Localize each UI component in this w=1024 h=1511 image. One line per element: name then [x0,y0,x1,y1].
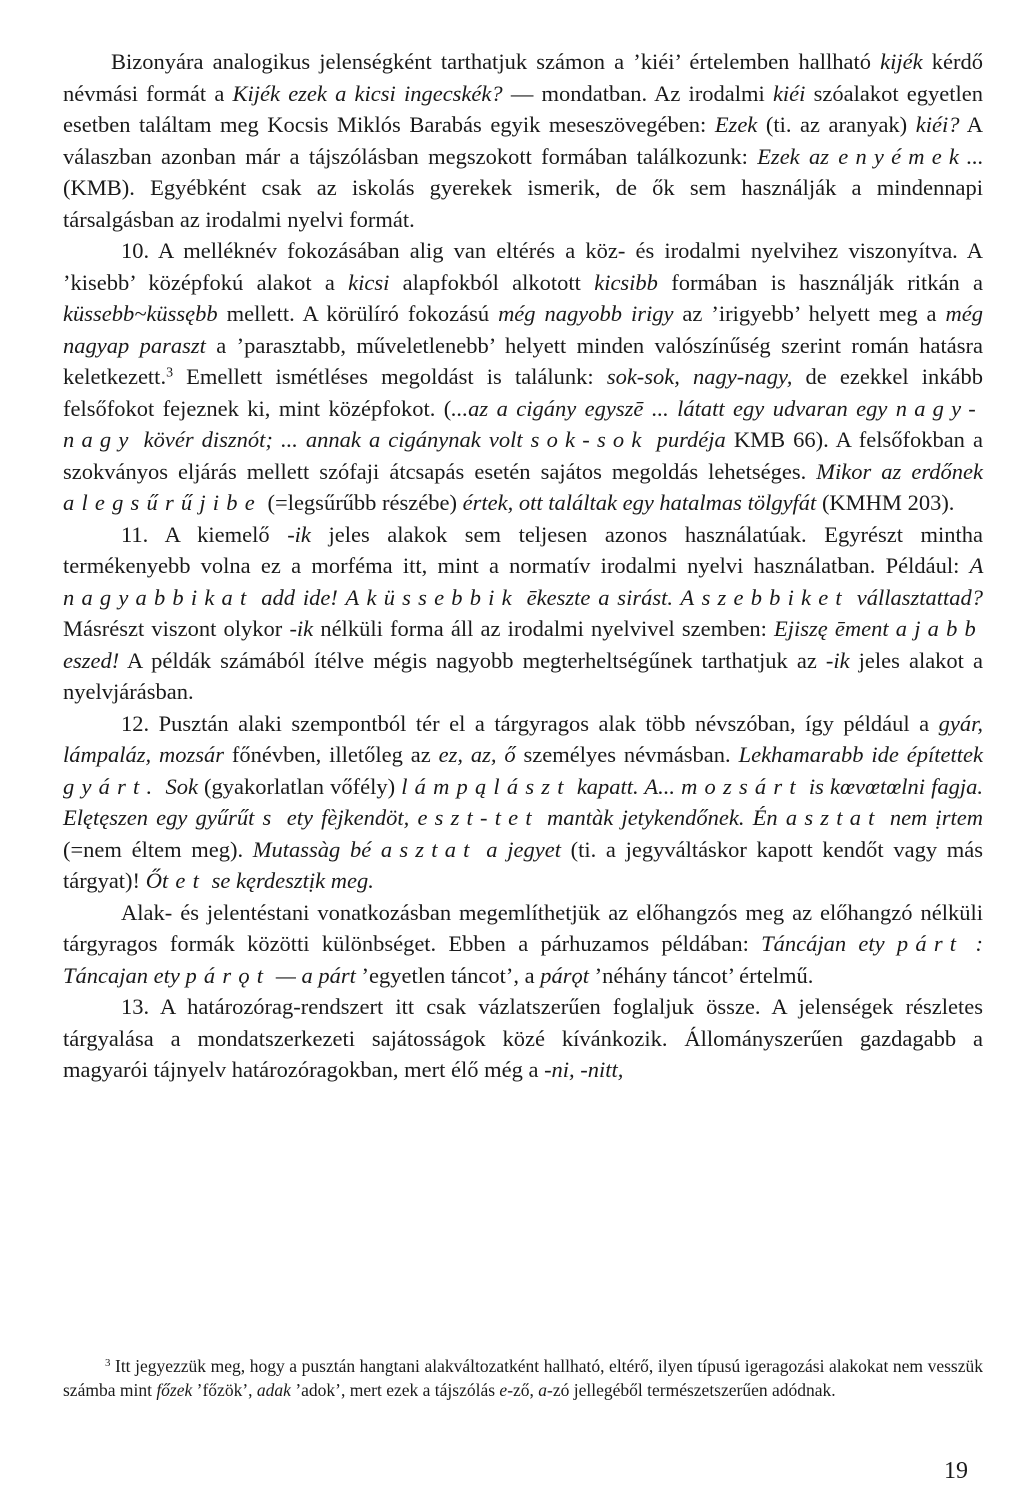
spaced-example-text: gyárt. [63,773,160,799]
text-run: ’néhány táncot’ értelmű. [588,962,814,988]
text-run: szóalakot egyetlen esetben találtam meg Kocsis Miklós Barabás egyik meseszövegében: [63,80,983,137]
text-run: alapfokból alkotott [389,269,595,295]
italic-text: -ik [287,521,311,547]
italic-text: -ik [289,616,314,641]
italic-text: kijék [880,49,923,74]
text-run: A válaszban azonban már a tájszólásban megszokott formában találkozunk: [63,112,983,169]
italic-text: főzek [156,1380,193,1400]
text-run: (KMHM 203). [816,490,955,515]
italic-text: Mikor az erdőnek [816,458,983,484]
italic-text: Ezek az [757,143,839,169]
italic-text: Mutassàg bé [252,836,381,862]
text-run: Másrészt viszont olykor [63,616,290,641]
text-run: személyes névmásban. [515,742,739,767]
spaced-example-text: párt [896,931,964,956]
italic-text: kövér disznót; ... annak a cigánynak volt [135,427,531,452]
italic-text: Kijék ezek a kicsi ingecskék? [232,80,503,106]
text-run: ’egyetlen táncot’, a [355,962,541,988]
text-run: a ’parasztabb, műveletlenebb’ helyett minden valószínűség szerint román hatásra keletkezett. [63,332,983,389]
italic-text: még nagyobb irigy [498,301,674,326]
paragraph-12-elohangzos-formak [63,897,983,992]
italic-text: add ide! A [253,584,367,610]
text-run: 10. A melléknév fokozásában alig van eltérés a köz- és irodalmi nyelvihez viszonyítva. A ’kisebb’ középfokú alakot a [63,238,983,295]
page-body [63,46,983,1086]
italic-text: sok-sok, nagy-nagy, [606,364,793,389]
spaced-example-text: jabb [914,616,984,641]
italic-text: kiéi [772,80,806,106]
italic-text: Táncájan ety [761,931,897,956]
spaced-example-text: nagyabbikat [63,584,254,610]
italic-text: a [538,1380,548,1400]
text-run: jeles alakok sem teljesen azonos használatúak. Egyrészt mintha termékenyebb volna ez a morféma itt, mint a normatív irodalmi nyelvi használatban. Például: [63,521,983,578]
text-run: az ’irigyebb’ helyett meg a [673,301,946,326]
text-run: KMB 66). A felsőfokban a szokványos eljárás mellett szófaji átcsapás esetén sajátos megoldás lehetséges. [63,427,983,484]
paragraph-11-kiemelo-ik [63,519,983,708]
text-run: 12. Pusztán alaki szempontból tér el a tárgyragos alak több névszóban, így például a [121,710,939,736]
text-run: de ezekkel inkább felsőfokot fejeznek ki, mint középfokot. ( [63,364,983,421]
italic-text: A [969,553,983,578]
text-run: kérdő névmási formát a [63,49,984,106]
text-run: nélküli forma áll az irodalmi nyelvivel szemben: [313,616,775,641]
italic-text: Ő [145,868,162,893]
footnote-marker: 3 [166,365,174,381]
text-run: főnévben, illetőleg az [224,742,439,767]
italic-text: ēkeszte a sirást. A [518,584,702,610]
page-number: 19 [944,1458,968,1484]
spaced-example-text: asztat [380,836,477,862]
spaced-example-text: mozsárt [681,773,803,799]
footnote-3 [63,1354,983,1402]
body-text [63,46,983,1086]
text-run: 13. A határozórag-rendszert itt csak vázlatszerűen foglaljuk össze. A jelenségek részletes tárgyalása a mondatszerkezeti sajátosságok közé kívánkozik. Állományszerűen gazdagabb a magyarói tájnyelv határozóragokban, mert élő még a [63,994,983,1082]
spaced-example-text: küssebbik [366,584,519,610]
italic-text: kiéi? [915,112,960,137]
italic-text: ety fèjkendöt, [278,805,418,830]
spaced-example-text: eszt-tet [417,805,539,830]
text-run: 11. A kiemelő [121,521,288,547]
spaced-example-text: s [262,805,279,830]
text-run: (=nem éltem meg). [63,836,253,862]
italic-text: vállasztattad? [848,584,983,610]
spaced-example-text: alegsűrűjibe [63,490,262,515]
italic-text: mantàk jetykendőnek. Én [538,805,786,830]
text-run: -zó jellegéből természetszerűen adódnak. [547,1380,836,1400]
text-run: (=legsűrűbb részébe) [261,490,463,515]
italic-text: e [499,1380,508,1400]
italic-text: eszed! [63,647,120,673]
paragraph-kiei [63,46,983,235]
italic-text: -ik [825,647,850,673]
italic-text: Sok [159,773,198,799]
italic-text: Ejiszę ēment a [774,616,915,641]
italic-text: a jegyet [476,836,561,862]
spaced-example-text: sok-sok [530,427,649,452]
italic-text: kapatt. A... [570,773,682,799]
text-run: (ti. a jegyváltáskor kapott kendőt vagy más tárgyat)! [63,836,983,893]
italic-text: se kęrdesztịk meg. [206,868,374,893]
text-run: jeles alakot a nyelvjárásban. [63,647,983,704]
italic-text: nem ịrtem [881,805,983,830]
italic-text: még nagyap paraszt [63,301,983,358]
spaced-example-text: asztat [785,805,882,830]
text-run: Alak- és jelentéstani vonatkozásban megemlíthetjük az előhangzós meg az előhangzó nélküli tárgyragos formák közötti különbséget. Ebben a párhuzamos példában: [63,899,983,956]
text-run: mellett. A körülíró fokozású [217,301,499,326]
text-run: A példák számából ítélve mégis nagyobb megterheltségűnek tarthatjuk az [119,647,826,673]
italic-text: purdéja [648,427,726,452]
italic-text: Ezek [714,112,758,137]
spaced-example-text: szebbiket [701,584,849,610]
text-run: Bizonyára analogikus jelenségként tarthatjuk számon a ’kiéi’ értelemben hallható [111,49,881,74]
italic-text: ez, az, ő [438,742,516,767]
text-run: ’főzök’, [192,1380,257,1400]
italic-text: kicsibb [594,269,658,295]
footnote-marker: 3 [105,1357,111,1370]
spaced-example-text: nagy-nagy [63,395,983,452]
italic-text: párǫt [540,962,589,988]
italic-text: : Táncajan ety [63,931,983,988]
italic-text: gyár, lámpaláz, mozsár [63,710,983,767]
italic-text: küssebb~küssębb [63,301,218,326]
italic-text: -ni, -nitt, [544,1057,624,1082]
spaced-example-text: enyémek [838,143,967,169]
text-run: ... (KMB). Egyébként csak az iskolás gyerekek ismerik, de ők sem használják a mindennapi társalgásban az irodalmi nyelvi formát. [63,143,983,232]
text-run: Emellett ismétléses megoldást is találunk: [173,364,607,389]
italic-text: értek, ott találtak egy hatalmas tölgyfát [462,490,817,515]
paragraph-10-melleknev-fokozas [63,235,983,519]
text-run: (ti. az aranyak) [757,112,916,137]
italic-text: Lekhamarabb ide építettek [738,742,984,767]
italic-text: ...az a cigány egyszē ... látatt egy udvaran egy [451,395,896,421]
text-run: formában is használják ritkán a [657,269,984,295]
paragraph-13-hatarozorag [63,991,983,1086]
text-run: — mondatban. Az irodalmi [502,80,773,106]
italic-text: kicsi [348,269,390,295]
text-run: Itt jegyezzük meg, hogy a pusztán hangtani alakváltozatként hallható, eltérő, ilyen típusú igeragozási alakokat nem vesszük számba mint [63,1356,983,1400]
paragraph-12-targyragos-alak [63,708,983,897]
italic-text: — a párt [270,962,356,988]
italic-text: adak [256,1380,291,1400]
spaced-example-text: párǫt [185,962,271,988]
text-run: ’adok’, mert ezek a tájszólás [290,1380,500,1400]
spaced-example-text: lámpąlászt [401,773,571,799]
spaced-example-text: tet [161,868,207,893]
text-run: (gyakorlatlan vőfély) [197,773,402,799]
text-run: -ző, [507,1380,539,1400]
italic-text: is kœvœtœlni fagja. Elętęszen egy gyűrűt [63,773,983,830]
